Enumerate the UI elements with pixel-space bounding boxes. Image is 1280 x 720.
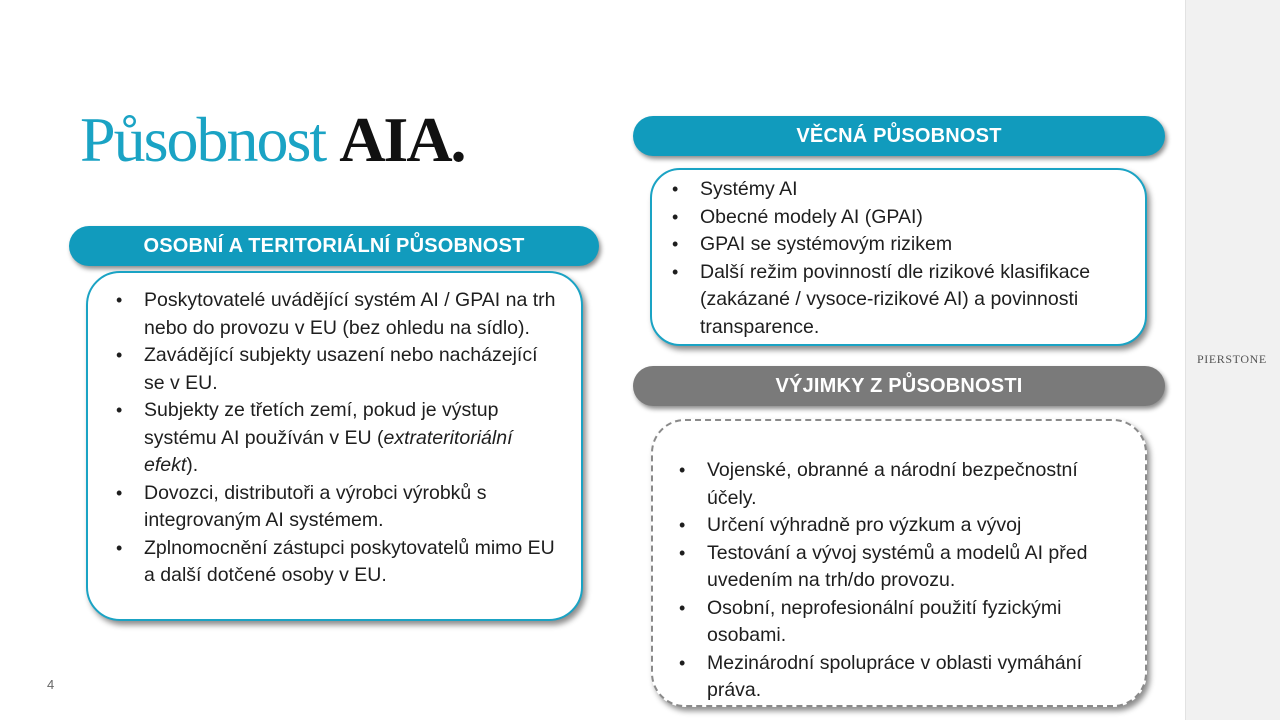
list-item: • Osobní, neprofesionální použití fyzickými osobami. xyxy=(677,595,1127,650)
personal-scope-header xyxy=(69,226,599,266)
list-item: • Určení výhradně pro výzkum a vývoj xyxy=(677,512,1127,540)
list-item: • Poskytovatelé uvádějící systém AI / GPAI na trh nebo do provozu v EU (bez ohledu na sídlo). xyxy=(114,287,561,342)
list-item: • Testování a vývoj systémů a modelů AI před uvedením na trh/do provozu. xyxy=(677,540,1127,595)
slide-title xyxy=(80,98,465,182)
list-item: • Subjekty ze třetích zemí, pokud je výstup systému AI používán v EU (extrateritoriální efekt). xyxy=(114,397,561,480)
list-item: • GPAI se systémovým rizikem xyxy=(670,231,1127,259)
page-number: 4 xyxy=(47,677,55,692)
italic-term: extrateritoriální efekt xyxy=(144,426,513,476)
list-item: • Další režim povinností dle rizikové klasifikace (zakázané / vysoce-rizikové AI) a povinnosti transparence. xyxy=(670,259,1127,342)
list-item: • Mezinárodní spolupráce v oblasti vymáhání práva. xyxy=(677,650,1127,705)
title-part-2: AIA. xyxy=(339,104,465,175)
personal-scope-list xyxy=(114,287,561,590)
material-scope-header-label: VĚCNÁ PŮSOBNOST xyxy=(796,124,1002,147)
personal-scope-header-label: OSOBNÍ A TERITORIÁLNÍ PŮSOBNOST xyxy=(143,234,525,257)
personal-scope-box xyxy=(86,271,583,621)
list-item: • Obecné modely AI (GPAI) xyxy=(670,204,1127,232)
exceptions-header xyxy=(633,366,1165,406)
material-scope-list xyxy=(670,176,1127,341)
list-item: • Dovozci, distributoři a výrobci výrobků s integrovaným AI systémem. xyxy=(114,480,561,535)
material-scope-box xyxy=(650,168,1147,346)
title-part-1: Působnost xyxy=(80,104,326,175)
list-item: • Zplnomocnění zástupci poskytovatelů mimo EU a další dotčené osoby v EU. xyxy=(114,535,561,590)
list-item: • Zavádějící subjekty usazení nebo nacházející se v EU. xyxy=(114,342,561,397)
list-item: • Systémy AI xyxy=(670,176,1127,204)
list-item: • Vojenské, obranné a národní bezpečnostní účely. xyxy=(677,457,1127,512)
exceptions-list xyxy=(677,457,1127,705)
material-scope-header xyxy=(633,116,1165,156)
exceptions-box xyxy=(651,419,1147,707)
brand-logo: PIERSTONE xyxy=(1197,352,1267,366)
exceptions-header-label: VÝJIMKY Z PŮSOBNOSTI xyxy=(775,374,1023,397)
